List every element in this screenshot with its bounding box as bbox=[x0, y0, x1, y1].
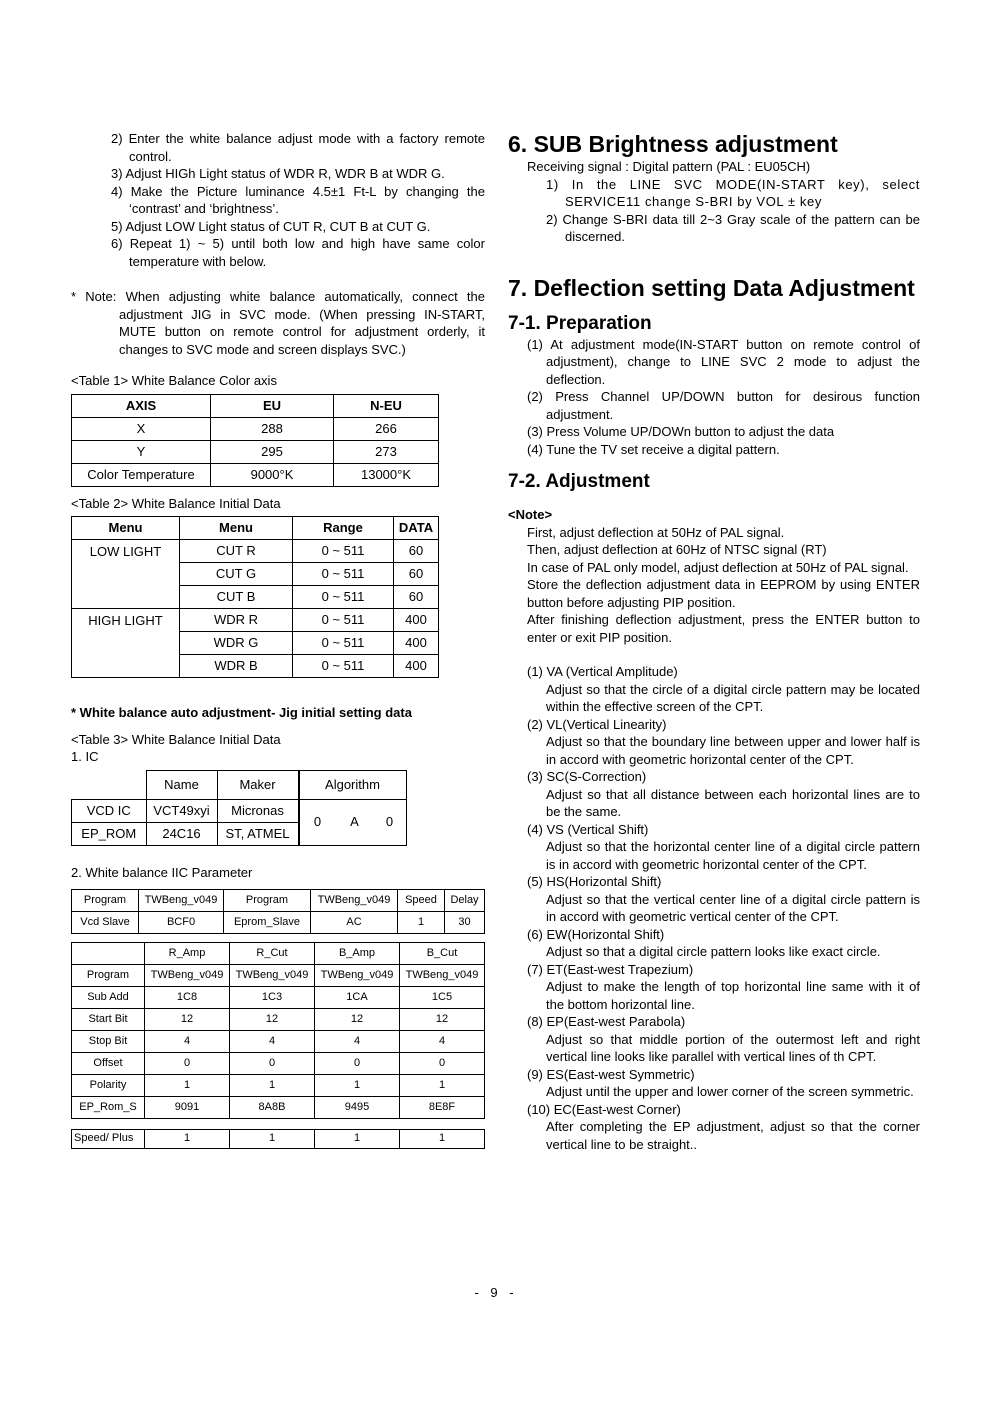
table-cell: 1 bbox=[230, 1075, 315, 1097]
wb-step: 3) Adjust HIGh Light status of WDR R, WDR B at WDR G. bbox=[111, 166, 445, 181]
table-cell: 4 bbox=[400, 1031, 485, 1053]
table2-group: HIGH LIGHT bbox=[72, 609, 180, 678]
table-cell: ST, ATMEL bbox=[217, 822, 299, 845]
iic-top-table bbox=[71, 889, 485, 934]
section-6-item: 2) Change S-BRI data till 2~3 Gray scale of the pattern can be discerned. bbox=[546, 211, 920, 244]
preparation-item: (1) At adjustment mode(IN-START button on remote control of adjustment), change to LINE SVC 2 mode to adjust the deflection. bbox=[527, 336, 920, 387]
adjustment-item-desc: Adjust so that the circle of a digital circle pattern may be located within the effective screen of the CPT. bbox=[546, 681, 920, 714]
table3-caption: <Table 3> White Balance Initial Data bbox=[71, 731, 281, 747]
adjustment-item-title: (8) EP(East-west Parabola) bbox=[527, 1014, 686, 1029]
table2-group: LOW LIGHT bbox=[72, 540, 180, 609]
table-cell: 4 bbox=[230, 1031, 315, 1053]
table-cell: BCF0 bbox=[139, 912, 224, 934]
table-cell: 1 bbox=[145, 1130, 230, 1149]
table-cell: 400 bbox=[394, 609, 439, 632]
adjustment-item-desc: Adjust so that all distance between each horizontal lines are to be the same. bbox=[546, 786, 920, 819]
adjustment-item-desc: Adjust so that middle portion of the outermost left and right vertical line looks like parallel with vertical lines of th CPT. bbox=[546, 1031, 920, 1064]
table-row bbox=[72, 417, 439, 440]
adjustment-item-title: (2) VL(Vertical Linearity) bbox=[527, 716, 667, 732]
table-cell: Delay bbox=[445, 890, 485, 912]
table-cell: TWBeng_v049 bbox=[315, 965, 400, 987]
note-line: In case of PAL only model, adjust deflection at 50Hz of PAL signal. bbox=[527, 559, 909, 575]
section-7-title: 7. Deflection setting Data Adjustment bbox=[508, 274, 915, 301]
table-row bbox=[72, 890, 485, 912]
table-cell: WDR G bbox=[180, 632, 293, 655]
table-cell: 1C8 bbox=[145, 987, 230, 1009]
table-cell: Sub Add bbox=[72, 987, 145, 1009]
table-cell: 288 bbox=[211, 417, 334, 440]
table-row bbox=[72, 799, 407, 822]
section-6-title: 6. SUB Brightness adjustment bbox=[508, 131, 838, 157]
table-cell: 1C3 bbox=[230, 987, 315, 1009]
table-row bbox=[72, 609, 439, 632]
table-cell: 12 bbox=[230, 1009, 315, 1031]
jig-title: * White balance auto adjustment- Jig initial setting data bbox=[71, 705, 412, 720]
iic-header: B_Cut bbox=[400, 943, 485, 965]
table-cell: Speed/ Plus bbox=[72, 1130, 145, 1149]
table-cell: 1CA bbox=[315, 987, 400, 1009]
table-cell: 8E8F bbox=[400, 1097, 485, 1119]
table-cell: 8A8B bbox=[230, 1097, 315, 1119]
wb-steps bbox=[71, 130, 485, 270]
table-row bbox=[72, 440, 439, 463]
table-cell: EP_ROM bbox=[72, 822, 147, 845]
table-row bbox=[72, 965, 485, 987]
table3-header: Algorithm bbox=[299, 770, 407, 799]
table-cell: 60 bbox=[394, 586, 439, 609]
table-cell: 0 bbox=[145, 1053, 230, 1075]
table-row bbox=[72, 1075, 485, 1097]
table-cell: Start Bit bbox=[72, 1009, 145, 1031]
adjustment-item-title: (9) ES(East-west Symmetric) bbox=[527, 1066, 695, 1082]
table-cell: 24C16 bbox=[146, 822, 217, 845]
iic-speed-table bbox=[71, 1129, 485, 1149]
table-row bbox=[72, 1097, 485, 1119]
table-cell: Vcd Slave bbox=[72, 912, 139, 934]
table-cell: 60 bbox=[394, 540, 439, 563]
table-cell: 0 ~ 511 bbox=[293, 632, 394, 655]
table-cell: WDR R bbox=[180, 609, 293, 632]
adjustment-item-desc: Adjust so that a digital circle pattern looks like exact circle. bbox=[546, 944, 881, 959]
table2-header: Range bbox=[293, 517, 394, 540]
table-cell: 9495 bbox=[315, 1097, 400, 1119]
right-column bbox=[508, 130, 920, 1153]
table3-header: Maker bbox=[217, 770, 299, 799]
table3 bbox=[71, 770, 407, 846]
adjustment-item-desc: Adjust so that the horizontal center line of a digital circle pattern is in accord with geometric horizontal center of the CPT. bbox=[546, 839, 920, 872]
table-cell: TWBeng_v049 bbox=[145, 965, 230, 987]
adjustment-item-title: (6) EW(Horizontal Shift) bbox=[527, 926, 665, 942]
note-label: <Note> bbox=[508, 507, 553, 522]
table2 bbox=[71, 516, 439, 678]
table-row bbox=[72, 1031, 485, 1053]
table-cell: 12 bbox=[315, 1009, 400, 1031]
note-line: First, adjust deflection at 50Hz of PAL signal. bbox=[527, 524, 785, 540]
table-cell: Speed bbox=[398, 890, 445, 912]
table-cell: VCD IC bbox=[72, 799, 147, 822]
adjustment-item-desc: After completing the EP adjustment, adjust so that the corner vertical line to be straight.. bbox=[546, 1119, 920, 1152]
adjustment-list bbox=[508, 663, 920, 1153]
table1-caption: <Table 1> White Balance Color axis bbox=[71, 373, 277, 388]
preparation-item: (2) Press Channel UP/DOWN button for desirous function adjustment. bbox=[527, 389, 920, 422]
table1 bbox=[71, 394, 439, 487]
table-cell: 1 bbox=[400, 1130, 485, 1149]
table-cell: 12 bbox=[145, 1009, 230, 1031]
adjustment-item-title: (1) VA (Vertical Amplitude) bbox=[527, 664, 678, 679]
table-cell: 0 ~ 511 bbox=[293, 655, 394, 678]
iic-header: R_Amp bbox=[145, 943, 230, 965]
table-cell: 0 ~ 511 bbox=[293, 609, 394, 632]
preparation-item: (3) Press Volume UP/DOWn button to adjust the data bbox=[527, 424, 835, 439]
table2-caption: <Table 2> White Balance Initial Data bbox=[71, 495, 281, 511]
table-cell: 0 bbox=[299, 799, 336, 845]
page-number: - 9 - bbox=[474, 1285, 518, 1300]
table-row bbox=[72, 1130, 485, 1149]
table-cell: 1C5 bbox=[400, 987, 485, 1009]
table1-header: EU bbox=[211, 394, 334, 417]
adjustment-item-desc: Adjust so that the vertical center line of a digital circle pattern is in accord with geometric vertical center of the CPT. bbox=[546, 891, 920, 924]
table2-header: DATA bbox=[394, 517, 439, 540]
adjustment-item-desc: Adjust so that the boundary line between upper and lower half is in accord with geometric horizontal center of the CPT. bbox=[546, 734, 920, 767]
table-cell: X bbox=[72, 417, 211, 440]
table-cell: CUT R bbox=[180, 540, 293, 563]
table-cell: 1 bbox=[145, 1075, 230, 1097]
table-cell: 273 bbox=[334, 440, 439, 463]
table-row bbox=[72, 1053, 485, 1075]
adjustment-item-desc: Adjust until the upper and lower corner of the screen symmetric. bbox=[546, 1084, 914, 1099]
table-cell bbox=[72, 943, 145, 965]
table-cell: CUT B bbox=[180, 586, 293, 609]
preparation-item: (4) Tune the TV set receive a digital pattern. bbox=[527, 441, 780, 457]
table2-header: Menu bbox=[72, 517, 180, 540]
note-line: Then, adjust deflection at 60Hz of NTSC signal (RT) bbox=[527, 542, 827, 557]
wb-step: 6) Repeat 1) ~ 5) until both low and high have same color temperature with below. bbox=[111, 236, 485, 269]
table-cell: Offset bbox=[72, 1053, 145, 1075]
table1-header: AXIS bbox=[72, 394, 211, 417]
table-cell: 295 bbox=[211, 440, 334, 463]
table-cell: 0 bbox=[400, 1053, 485, 1075]
wb-note: * Note: When adjusting white balance automatically, connect the adjustment JIG in SVC mode. (When pressing IN-START, MUTE button on remote control for adjustment orderly, it changes to SVC mode and screen displays SVC.) bbox=[71, 289, 485, 357]
table-cell: 0 bbox=[230, 1053, 315, 1075]
section-6-signal: Receiving signal : Digital pattern (PAL : EU05CH) bbox=[527, 159, 811, 174]
table-cell: 1 bbox=[400, 1075, 485, 1097]
table-row bbox=[72, 463, 439, 486]
wb-step: 5) Adjust LOW Light status of CUT R, CUT B at CUT G. bbox=[111, 218, 431, 234]
table-cell: 0 ~ 511 bbox=[293, 563, 394, 586]
table-cell: Micronas bbox=[217, 799, 299, 822]
table2-header: Menu bbox=[180, 517, 293, 540]
preparation-title: 7-1. Preparation bbox=[508, 312, 652, 334]
adjustment-item-title: (4) VS (Vertical Shift) bbox=[527, 821, 649, 837]
table-cell: 1 bbox=[398, 912, 445, 934]
table-cell: Stop Bit bbox=[72, 1031, 145, 1053]
adjustment-title: 7-2. Adjustment bbox=[508, 471, 650, 492]
wb-step: 2) Enter the white balance adjust mode with a factory remote control. bbox=[111, 131, 485, 164]
table-cell: AC bbox=[311, 912, 398, 934]
table-cell: 0 ~ 511 bbox=[293, 586, 394, 609]
table-cell: 4 bbox=[145, 1031, 230, 1053]
iic-title: 2. White balance IIC Parameter bbox=[71, 864, 253, 880]
table-cell: 1 bbox=[315, 1130, 400, 1149]
table-cell: 0 bbox=[374, 799, 407, 845]
table-cell: Color Temperature bbox=[72, 463, 211, 486]
wb-step: 4) Make the Picture luminance 4.5±1 Ft-L by changing the ‘contrast’ and ‘brightness’. bbox=[111, 183, 485, 216]
table-cell: WDR B bbox=[180, 655, 293, 678]
table-cell: Program bbox=[224, 890, 311, 912]
table-cell: 1 bbox=[230, 1130, 315, 1149]
table-cell: 1 bbox=[315, 1075, 400, 1097]
table-cell: 4 bbox=[315, 1031, 400, 1053]
table-cell: TWBeng_v049 bbox=[139, 890, 224, 912]
table-row bbox=[72, 1009, 485, 1031]
table1-header: N-EU bbox=[334, 394, 439, 417]
table-row bbox=[72, 912, 485, 934]
section-6-item: 1) In the LINE SVC MODE(IN-START key), select SERVICE11 change S-BRI by VOL ± key bbox=[546, 176, 920, 209]
table-cell: TWBeng_v049 bbox=[311, 890, 398, 912]
note-line: After finishing deflection adjustment, press the ENTER button to enter or exit PIP position. bbox=[527, 612, 920, 645]
table-cell: 13000°K bbox=[334, 463, 439, 486]
adjustment-item-title: (5) HS(Horizontal Shift) bbox=[527, 874, 662, 889]
table-cell: 0 bbox=[315, 1053, 400, 1075]
table3-header: Name bbox=[146, 770, 217, 799]
table-cell: 400 bbox=[394, 632, 439, 655]
table-cell: 12 bbox=[400, 1009, 485, 1031]
table-cell: A bbox=[336, 799, 374, 845]
table-cell: 400 bbox=[394, 655, 439, 678]
iic-header: B_Amp bbox=[315, 943, 400, 965]
table-cell: CUT G bbox=[180, 563, 293, 586]
adjustment-item-title: (7) ET(East-west Trapezium) bbox=[527, 961, 694, 977]
table-cell: Polarity bbox=[72, 1075, 145, 1097]
iic-header: R_Cut bbox=[230, 943, 315, 965]
table-cell: Eprom_Slave bbox=[224, 912, 311, 934]
table-row bbox=[72, 540, 439, 563]
left-column bbox=[71, 130, 485, 1149]
table-cell: 266 bbox=[334, 417, 439, 440]
table-cell: EP_Rom_S bbox=[72, 1097, 145, 1119]
table-cell: VCT49xyi bbox=[146, 799, 217, 822]
table-cell: Y bbox=[72, 440, 211, 463]
table-row bbox=[72, 987, 485, 1009]
table-cell: 30 bbox=[445, 912, 485, 934]
table-cell: 9000°K bbox=[211, 463, 334, 486]
table-cell: 0 ~ 511 bbox=[293, 540, 394, 563]
table-cell: TWBeng_v049 bbox=[230, 965, 315, 987]
table-cell: 9091 bbox=[145, 1097, 230, 1119]
table3-blank bbox=[72, 770, 147, 799]
adjustment-item-title: (3) SC(S-Correction) bbox=[527, 769, 647, 784]
table-cell: 60 bbox=[394, 563, 439, 586]
adjustment-item-desc: Adjust to make the length of top horizontal line same with it of the bottom horizontal line. bbox=[546, 979, 920, 1012]
adjustment-item-title: (10) EC(East-west Corner) bbox=[527, 1101, 681, 1117]
iic-param-table bbox=[71, 942, 485, 1119]
table-cell: TWBeng_v049 bbox=[400, 965, 485, 987]
table3-sub: 1. IC bbox=[71, 749, 99, 764]
table-cell: Program bbox=[72, 890, 139, 912]
table-cell: Program bbox=[72, 965, 145, 987]
note-line: Store the deflection adjustment data in EEPROM by using ENTER button before adjusting PIP position. bbox=[527, 577, 920, 610]
